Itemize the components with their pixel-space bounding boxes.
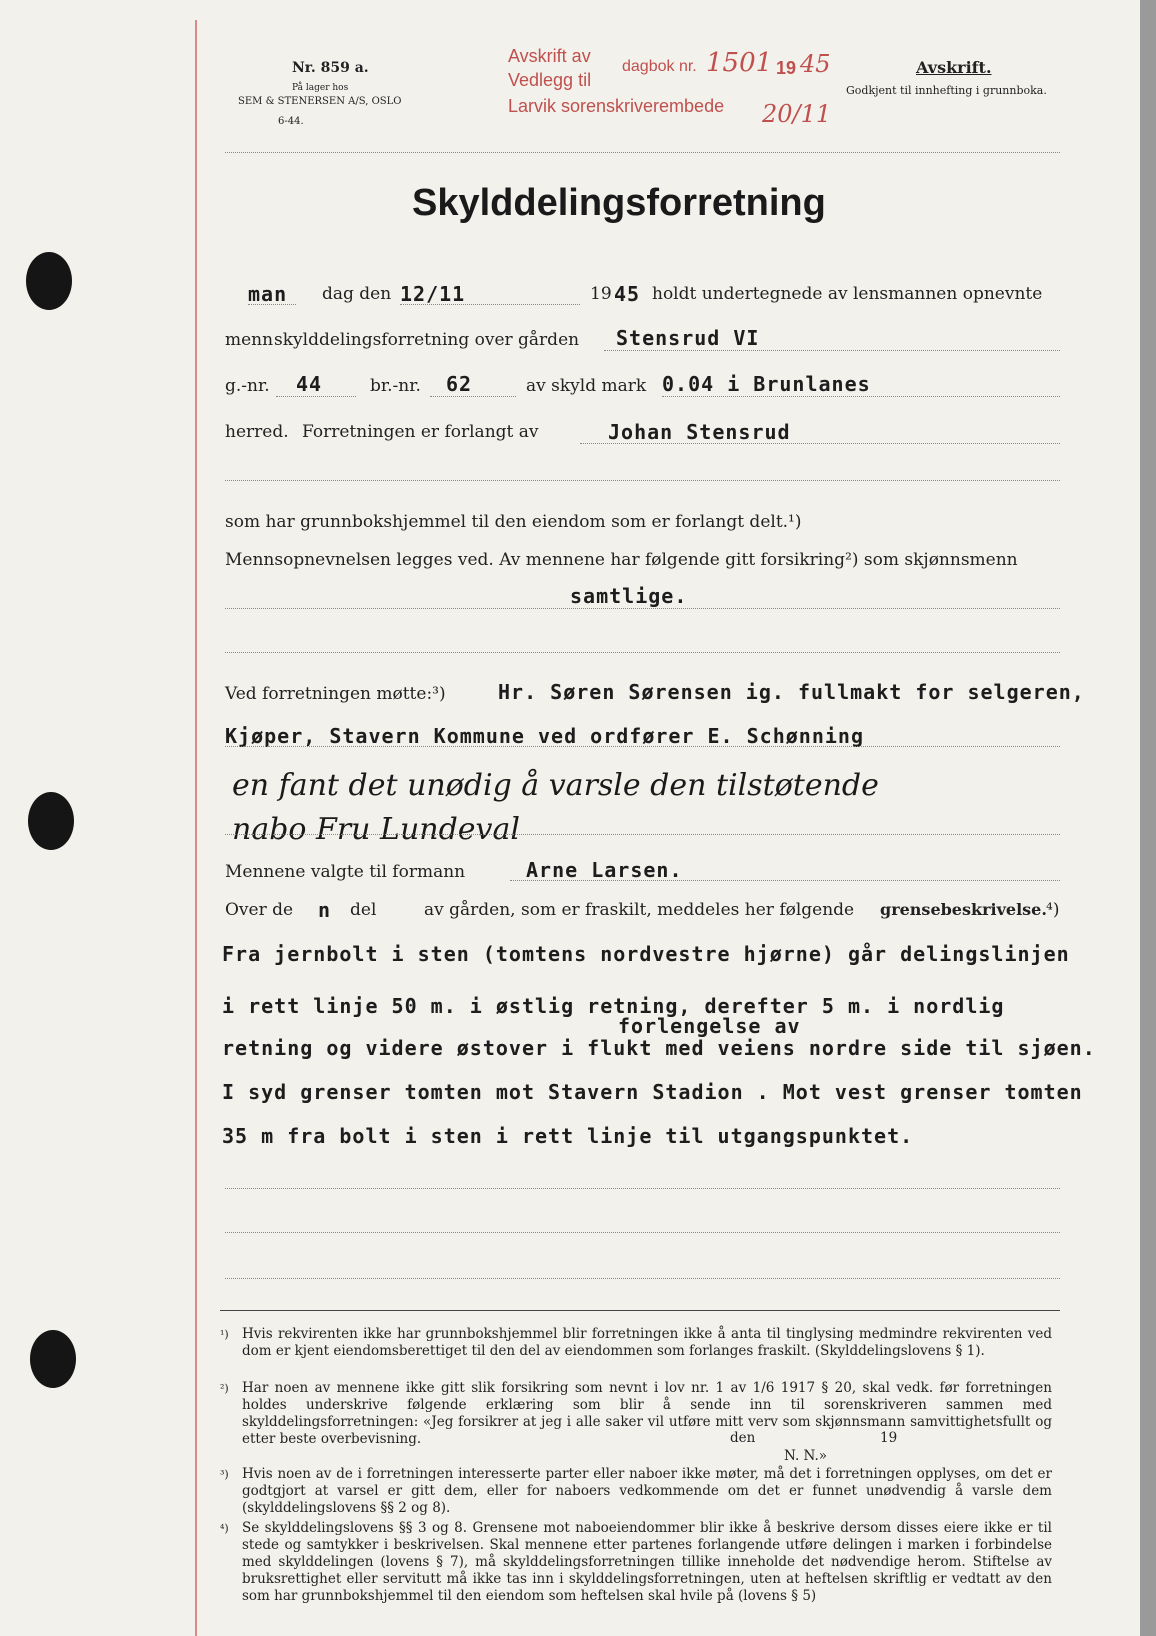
avskrift-subtitle: Godkjent til innhefting i grunnboka. [846, 84, 1047, 97]
rule [225, 834, 1060, 835]
punch-hole [26, 252, 72, 310]
year-prefix: 19 [590, 284, 612, 304]
over-text: av gården, som er fraskilt, meddeles her følgende [424, 900, 855, 920]
footnote-text: Hvis noen av de i forretningen interesserte parter eller naboer ikke møter, må det i forretningen opplyses, om det er godtgjort at varsel er gitt dem, eller for naboers vedkommende om det er funnet unødvendig å varsle dem (skylddelingslovens §§ 2 og 8). [242, 1466, 1052, 1516]
footnote-text: Har noen av mennene ikke gitt slik forsikring som nevnt i lov nr. 1 av 1/6 1917 § 20, skal vedk. før forretningen holdes underskrive følgende erklæring som blir å sende inn til sorenskriveren sammen med skylddelingsforretningen: «Jeg forsikrer at jeg i alle saker vil utføre mitt verv som skjønnsmann samvittighetsfullt og etter beste overbevisning. [242, 1380, 1052, 1447]
boundary-line: Fra jernbolt i sten (tomtens nordvestre hjørne) går delingslinjen [222, 942, 1070, 966]
dagbok-label: dagbok nr. [622, 58, 697, 75]
rule [225, 1232, 1060, 1233]
formann-value: Arne Larsen. [526, 858, 683, 882]
brnr-value: 62 [446, 372, 473, 396]
brnr-label: br.-nr. [370, 376, 421, 396]
rule [225, 608, 1060, 609]
stamp-line: Avskrift av [508, 46, 591, 66]
attendee-line: Kjøper, Stavern Kommune ved ordfører E. Schønning [225, 724, 865, 748]
footnote-text: Hvis rekvirenten ikke har grunnbokshjemmel blir forretningen ikke å anta til tinglysing medmindre rekvirenten ved dom er kjent eiendomsberettiget til den del av eiendommen som forlanges fraskilt. (Skylddelingslovens § 1). [242, 1326, 1052, 1359]
samtlige-value: samtlige. [570, 584, 688, 608]
avskrift-title: Avskrift. [916, 58, 992, 77]
form-number: Nr. 859 a. [292, 60, 369, 76]
punch-hole [28, 792, 74, 850]
farm-name: Stensrud VI [616, 326, 760, 350]
punch-hole [30, 1330, 76, 1388]
boundary-insert: forlengelse av [618, 1014, 801, 1038]
weekday-value: man [248, 282, 288, 306]
dagbok-year-prefix: 19 [776, 58, 797, 78]
rule [248, 304, 296, 305]
over-value: n [318, 898, 332, 922]
skyld-label: av skyld mark [526, 376, 647, 396]
dagbok-number: 1501 [706, 48, 773, 78]
rule [225, 746, 1060, 747]
over-label: Over de [225, 900, 294, 920]
line2-text: skylddelingsforretning over gården [274, 330, 580, 350]
footnote-divider [220, 1310, 1060, 1311]
stamp-line: Vedlegg til [508, 70, 592, 90]
footnote-mark: ¹) [220, 1328, 229, 1341]
rule [225, 652, 1060, 653]
publisher-line: På lager hos [292, 83, 349, 93]
rule [510, 880, 1060, 881]
publisher-line: SEM & STENERSEN A/S, OSLO [238, 96, 402, 107]
rule [225, 1188, 1060, 1189]
rule [604, 350, 1060, 351]
rule [225, 152, 1060, 153]
motte-label: Ved forretningen møtte:³) [225, 684, 446, 704]
footnote-text: Se skylddelingslovens §§ 3 og 8. Grensene mot naboeiendommer blir ikke å beskrive dersom disses eiere ikke er til stede og samtykker i beskrivelsen. Skal mennene etter partenes forlangende utføre delingen i marken i forbindelse med skylddelingen (lovens § 7), må skylddelingsforretningen tillike inneholde det nødvendige herom. Stiftelse av bruksrettighet eller servitutt må ikke tas inn i skylddelingsforretningen, uten at heftelsen skriftlig er vedtatt av den som har grunnbokshjemmel til den eiendom som heftelsen skal hvile på (lovens § 5) [242, 1520, 1052, 1604]
requester-name: Johan Stensrud [608, 420, 791, 444]
rule [225, 1278, 1060, 1279]
rule [662, 396, 1060, 397]
footnote-mark: ²) [220, 1382, 229, 1395]
boundary-line: retning og videre østover i flukt med veiens nordre side til sjøen. [222, 1036, 1096, 1060]
gnr-label: g.-nr. [225, 376, 270, 396]
year-value: 45 [614, 282, 641, 306]
footnote-ref: ⁴) [1046, 900, 1060, 920]
boundary-line: I syd grenser tomten mot Stavern Stadion . Mot vest grenser tomten [222, 1080, 1083, 1104]
grunnbok-text: som har grunnbokshjemmel til den eiendom som er forlangt delt.¹) [225, 512, 802, 532]
footnote-den: den [730, 1430, 756, 1446]
footnote-mark: ³) [220, 1468, 229, 1481]
rule [276, 396, 356, 397]
menn-label: menn [225, 330, 274, 350]
herred-label: herred. [225, 422, 289, 442]
margin-line [195, 20, 197, 1636]
footnote-year: 19 [880, 1430, 898, 1446]
footnote-nn: N. N.» [784, 1448, 828, 1464]
handwritten-note: nabo Fru Lundeval [232, 812, 520, 847]
page-title: Skylddelingsforretning [412, 182, 826, 224]
formann-label: Mennene valgte til formann [225, 862, 466, 882]
skyld-value: 0.04 i Brunlanes [662, 372, 871, 396]
boundary-line: 35 m fra bolt i sten i rett linje til utgangspunktet. [222, 1124, 914, 1148]
dagbok-year: 45 [800, 50, 831, 78]
footnote-mark: ⁴) [220, 1522, 229, 1535]
boundary-line: i rett linje 50 m. i østlig retning, derefter 5 m. i nordlig [222, 994, 1005, 1018]
over-del: del [350, 900, 377, 920]
date-value: 12/11 [400, 282, 466, 306]
skjonnsmenn-text: Mennsopnevnelsen legges ved. Av mennene har følgende gitt forsikring²) som skjønnsmenn [225, 550, 1018, 570]
rule [580, 443, 1060, 444]
dag-den-label: dag den [322, 284, 392, 304]
rule [430, 396, 516, 397]
dagbok-date: 20/11 [762, 100, 832, 128]
line1-text: holdt undertegnede av lensmannen opnevnte [652, 284, 1043, 304]
grensebeskrivelse-label: grensebeskrivelse. [880, 900, 1047, 919]
rule [400, 304, 580, 305]
rule [225, 480, 1060, 481]
attendee-line: Hr. Søren Sørensen ig. fullmakt for selgeren, [498, 680, 1085, 704]
handwritten-note: en fant det unødig å varsle den tilstøtende [232, 768, 879, 803]
publisher-line: 6-44. [278, 116, 304, 127]
stamp-line: Larvik sorenskriverembede [508, 96, 725, 116]
gnr-value: 44 [296, 372, 323, 396]
requester-label: Forretningen er forlangt av [302, 422, 539, 442]
